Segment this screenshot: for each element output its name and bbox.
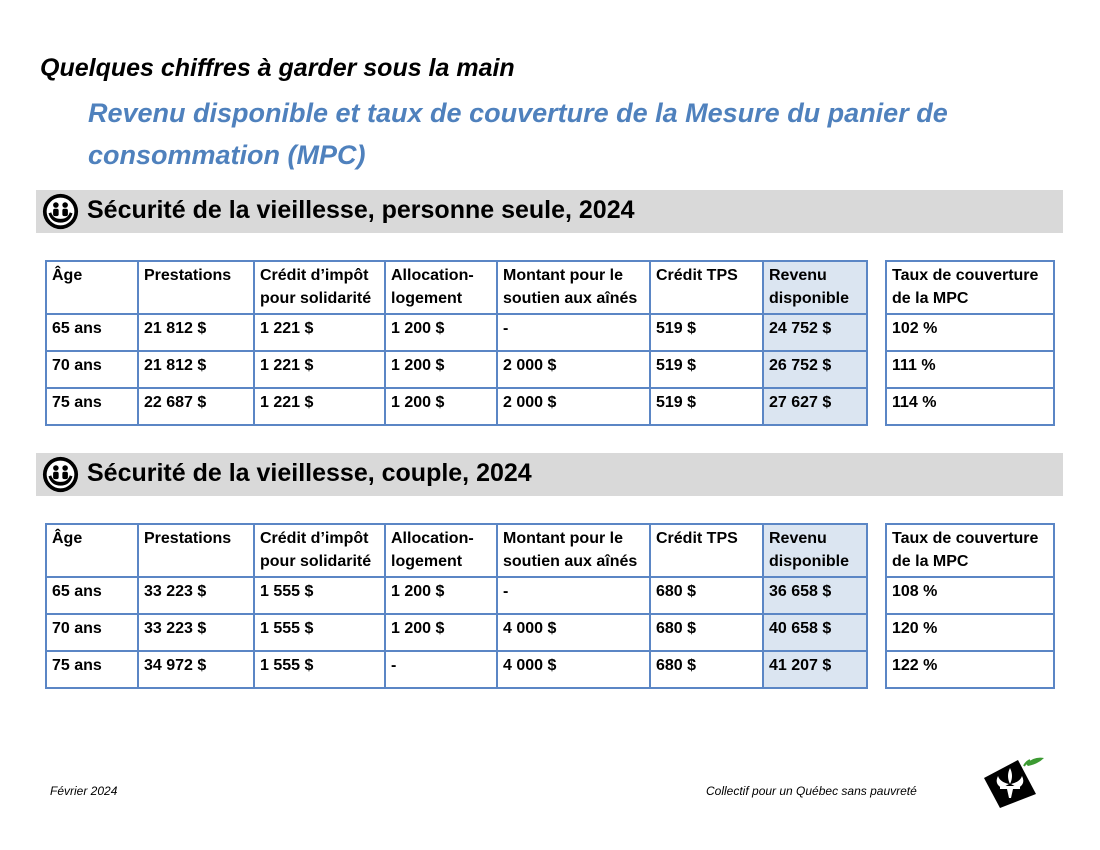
- cell-credit: 1 555 $: [254, 577, 385, 614]
- cell-age: 65 ans: [46, 577, 138, 614]
- cell-age: 70 ans: [46, 351, 138, 388]
- table-row: [886, 577, 1054, 614]
- header-prestations: Prestations: [138, 261, 254, 314]
- section-title: Sécurité de la vieillesse, personne seule, 2024: [87, 196, 635, 224]
- cell-montant: 4 000 $: [497, 651, 650, 688]
- table-row: [46, 577, 867, 614]
- table-row: [886, 388, 1054, 425]
- header-credit-tps: Crédit TPS: [650, 261, 763, 314]
- cell-credit: 1 221 $: [254, 314, 385, 351]
- table-header-row: [886, 524, 1054, 577]
- table-row: [46, 614, 867, 651]
- header-revenu-disponible: Revenu disponible: [763, 524, 867, 577]
- cell-prestations: 33 223 $: [138, 577, 254, 614]
- table-row: [886, 351, 1054, 388]
- table-couple: [45, 523, 868, 689]
- table-taux-personne-seule: [885, 260, 1055, 426]
- cell-taux: 120 %: [886, 614, 1054, 651]
- header-taux-couverture: Taux de couverture de la MPC: [886, 524, 1054, 577]
- cell-montant: 2 000 $: [497, 388, 650, 425]
- cell-tps: 680 $: [650, 614, 763, 651]
- table-header-row: [886, 261, 1054, 314]
- cell-prestations: 33 223 $: [138, 614, 254, 651]
- cell-allocation: 1 200 $: [385, 614, 497, 651]
- cell-allocation: 1 200 $: [385, 577, 497, 614]
- cell-montant: 2 000 $: [497, 351, 650, 388]
- cell-montant: -: [497, 577, 650, 614]
- cell-prestations: 21 812 $: [138, 351, 254, 388]
- table-row: [886, 651, 1054, 688]
- cell-age: 70 ans: [46, 614, 138, 651]
- cell-revenu: 26 752 $: [763, 351, 867, 388]
- cell-age: 75 ans: [46, 651, 138, 688]
- section-title: Sécurité de la vieillesse, couple, 2024: [87, 459, 532, 487]
- cell-tps: 519 $: [650, 388, 763, 425]
- cell-allocation: 1 200 $: [385, 351, 497, 388]
- table-row: [886, 314, 1054, 351]
- table-header-row: [46, 524, 867, 577]
- cell-allocation: 1 200 $: [385, 314, 497, 351]
- cell-revenu: 40 658 $: [763, 614, 867, 651]
- cell-credit: 1 555 $: [254, 651, 385, 688]
- header-age: Âge: [46, 524, 138, 577]
- header-credit-tps: Crédit TPS: [650, 524, 763, 577]
- cell-tps: 519 $: [650, 314, 763, 351]
- hands-holding-people-icon: [42, 456, 79, 493]
- footer-date: Février 2024: [50, 784, 118, 798]
- header-credit-solidarite: Crédit d’impôt pour solidarité: [254, 261, 385, 314]
- header-prestations: Prestations: [138, 524, 254, 577]
- cell-credit: 1 555 $: [254, 614, 385, 651]
- cell-prestations: 21 812 $: [138, 314, 254, 351]
- cell-revenu: 41 207 $: [763, 651, 867, 688]
- table-header-row: [46, 261, 867, 314]
- cell-taux: 122 %: [886, 651, 1054, 688]
- footer-organization: Collectif pour un Québec sans pauvreté: [706, 784, 917, 798]
- cell-taux: 114 %: [886, 388, 1054, 425]
- cell-montant: 4 000 $: [497, 614, 650, 651]
- cell-prestations: 34 972 $: [138, 651, 254, 688]
- cell-allocation: 1 200 $: [385, 388, 497, 425]
- page-title: Quelques chiffres à garder sous la main: [40, 54, 515, 82]
- cell-tps: 680 $: [650, 651, 763, 688]
- cell-credit: 1 221 $: [254, 388, 385, 425]
- cell-prestations: 22 687 $: [138, 388, 254, 425]
- table-personne-seule: [45, 260, 868, 426]
- page-subtitle: Revenu disponible et taux de couverture de la Mesure du panier de consommation (MPC): [88, 98, 948, 170]
- header-allocation-logement: Allocation- logement: [385, 261, 497, 314]
- cell-taux: 111 %: [886, 351, 1054, 388]
- hands-holding-people-icon: [42, 193, 79, 230]
- header-credit-solidarite: Crédit d’impôt pour solidarité: [254, 524, 385, 577]
- cell-revenu: 36 658 $: [763, 577, 867, 614]
- cell-tps: 680 $: [650, 577, 763, 614]
- header-montant-soutien: Montant pour le soutien aux aînés: [497, 524, 650, 577]
- section-band-personne-seule: [36, 190, 1063, 233]
- cell-taux: 102 %: [886, 314, 1054, 351]
- cell-allocation: -: [385, 651, 497, 688]
- fleur-de-lis-logo-icon: [980, 754, 1048, 810]
- table-row: [46, 314, 867, 351]
- cell-taux: 108 %: [886, 577, 1054, 614]
- cell-tps: 519 $: [650, 351, 763, 388]
- cell-montant: -: [497, 314, 650, 351]
- table-row: [46, 388, 867, 425]
- cell-age: 65 ans: [46, 314, 138, 351]
- section-band-couple: [36, 453, 1063, 496]
- table-taux-couple: [885, 523, 1055, 689]
- table-row: [886, 614, 1054, 651]
- header-revenu-disponible: Revenu disponible: [763, 261, 867, 314]
- cell-revenu: 27 627 $: [763, 388, 867, 425]
- table-row: [46, 351, 867, 388]
- table-row: [46, 651, 867, 688]
- cell-revenu: 24 752 $: [763, 314, 867, 351]
- header-montant-soutien: Montant pour le soutien aux aînés: [497, 261, 650, 314]
- header-age: Âge: [46, 261, 138, 314]
- header-allocation-logement: Allocation- logement: [385, 524, 497, 577]
- header-taux-couverture: Taux de couverture de la MPC: [886, 261, 1054, 314]
- cell-age: 75 ans: [46, 388, 138, 425]
- cell-credit: 1 221 $: [254, 351, 385, 388]
